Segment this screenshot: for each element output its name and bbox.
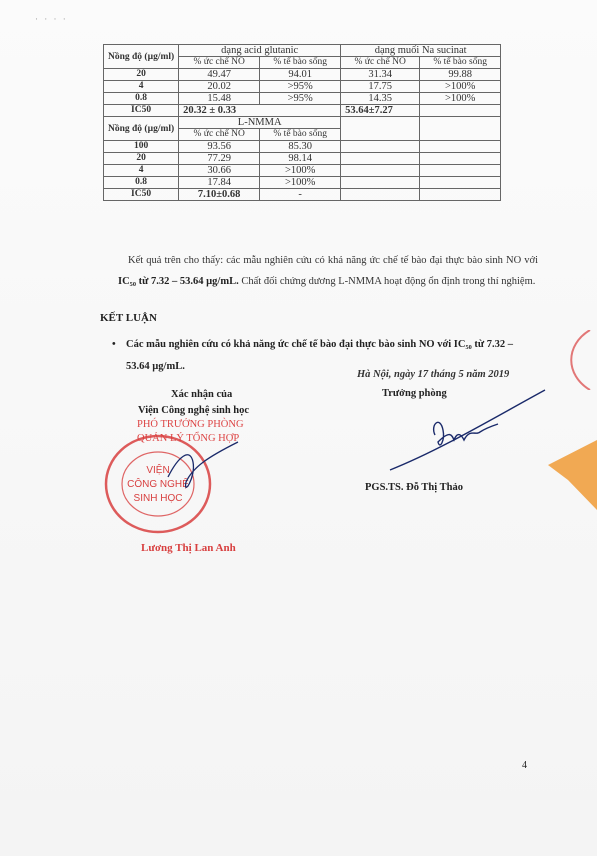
page-number: 4 xyxy=(522,760,527,771)
table-cell: 31.34 xyxy=(341,69,420,81)
table-cell: IC50 xyxy=(104,105,179,117)
table-row xyxy=(104,69,501,81)
institute-seal xyxy=(98,427,248,537)
table-cell-empty xyxy=(420,141,501,153)
conclusion-heading: KẾT LUẬN xyxy=(100,312,157,324)
table-header-concentration: Nồng độ (µg/ml) xyxy=(104,117,179,141)
table-cell-empty xyxy=(341,141,420,153)
ic50-lnmma: 7.10±0.68 xyxy=(179,189,260,201)
handwritten-signature-right xyxy=(380,380,550,475)
table-cell-empty xyxy=(420,165,501,177)
table-row-ic50 xyxy=(104,105,501,117)
table-cell-empty xyxy=(341,177,420,189)
svg-text:VIỆN: VIỆN xyxy=(146,465,170,476)
table-sub-header: % ức chế NO xyxy=(179,129,260,141)
table-cell: 30.66 xyxy=(179,165,260,177)
table-sub-header: % ức chế NO xyxy=(179,57,260,69)
table-cell: 17.84 xyxy=(179,177,260,189)
table-cell: 77.29 xyxy=(179,153,260,165)
table-cell: 14.35 xyxy=(341,93,420,105)
table-cell: 20 xyxy=(104,69,179,81)
table-cell: 49.47 xyxy=(179,69,260,81)
table-cell: >100% xyxy=(420,81,501,93)
ic50-salt: 53.64±7.27 xyxy=(341,105,420,117)
paragraph-text: Kết quả trên cho thấy: các mẫu nghiên cứu có khả năng ức chế tế bào đại thực bào sinh NO với xyxy=(128,255,538,266)
table-header-concentration: Nồng độ (µg/ml) xyxy=(104,45,179,69)
table-cell-empty xyxy=(341,165,420,177)
table-cell-empty xyxy=(420,177,501,189)
table-cell-empty xyxy=(420,117,501,141)
table-row-ic50 xyxy=(104,189,501,201)
table-cell: >100% xyxy=(420,93,501,105)
table-row xyxy=(104,93,501,105)
table-cell: 99.88 xyxy=(420,69,501,81)
table-group-acid: dạng acid glutanic xyxy=(179,45,341,57)
conclusion-text: Các mẫu nghiên cứu có khả năng ức chế tế bào đại thực bào sinh NO với IC₅₀ từ 7.32 – 53.64 µg/mL. xyxy=(126,339,514,372)
table-sub-header: % ức chế NO xyxy=(341,57,420,69)
table-cell: 93.56 xyxy=(179,141,260,153)
table-cell-empty xyxy=(341,189,420,201)
edge-orange-flag xyxy=(548,440,597,510)
result-paragraph xyxy=(118,250,538,292)
table-cell-empty xyxy=(420,105,501,117)
signature-role: Trưởng phòng xyxy=(382,388,447,399)
svg-text:SINH HỌC: SINH HỌC xyxy=(133,493,183,504)
scan-speck: · · · · xyxy=(35,14,68,24)
table-cell: 0.8 xyxy=(104,93,179,105)
table-cell: 17.75 xyxy=(341,81,420,93)
signature-date: Hà Nội, ngày 17 tháng 5 năm 2019 xyxy=(357,369,510,380)
confirmation-label: Xác nhận của xyxy=(171,389,233,400)
table-cell: 100 xyxy=(104,141,179,153)
table-cell: 4 xyxy=(104,165,179,177)
table-cell: 4 xyxy=(104,81,179,93)
table-cell: >100% xyxy=(260,177,341,189)
svg-text:CÔNG NGHỆ: CÔNG NGHỆ xyxy=(127,479,189,490)
signer-name-left: Lương Thị Lan Anh xyxy=(141,542,236,554)
table-cell-empty xyxy=(420,189,501,201)
stamp-title-line: QUẢN LÝ TỔNG HỢP xyxy=(137,433,240,444)
edge-stamp-fragment xyxy=(560,330,597,390)
paragraph-bold: IC₅₀ từ 7.32 – 53.64 µg/mL. xyxy=(118,276,239,287)
table-row xyxy=(104,81,501,93)
table-cell: 98.14 xyxy=(260,153,341,165)
table-row xyxy=(104,141,501,153)
table-sub-header: % tế bào sống xyxy=(260,57,341,69)
table-cell-empty xyxy=(420,153,501,165)
table-cell: 94.01 xyxy=(260,69,341,81)
table-row xyxy=(104,153,501,165)
table-cell: 0.8 xyxy=(104,177,179,189)
bullet-icon: • xyxy=(112,339,116,350)
table-cell-empty xyxy=(341,117,420,141)
institute-name: Viện Công nghệ sinh học xyxy=(138,405,250,416)
paragraph-text: Chất đối chứng dương L-NMMA hoạt động ổn định trong thí nghiệm. xyxy=(238,276,536,287)
table-cell: >95% xyxy=(260,93,341,105)
table-cell: 20.02 xyxy=(179,81,260,93)
table-row xyxy=(104,177,501,189)
table-cell: 15.48 xyxy=(179,93,260,105)
signer-name-right: PGS.TS. Đỗ Thị Thảo xyxy=(365,482,463,493)
stamp-title-line: PHÓ TRƯỞNG PHÒNG xyxy=(137,419,244,430)
table-cell: 85.30 xyxy=(260,141,341,153)
table-cell-empty xyxy=(341,153,420,165)
table-cell: IC50 xyxy=(104,189,179,201)
table-group-lnmma: L-NMMA xyxy=(179,117,341,129)
table-row xyxy=(104,165,501,177)
ic50-acid: 20.32 ± 0.33 xyxy=(179,105,341,117)
table-group-salt: dạng muối Na sucinat xyxy=(341,45,501,57)
table-cell: >100% xyxy=(260,165,341,177)
table-cell: - xyxy=(260,189,341,201)
table-sub-header: % tế bào sống xyxy=(260,129,341,141)
results-table xyxy=(103,44,501,201)
table-cell: >95% xyxy=(260,81,341,93)
table-cell: 20 xyxy=(104,153,179,165)
table-sub-header: % tế bào sống xyxy=(420,57,501,69)
